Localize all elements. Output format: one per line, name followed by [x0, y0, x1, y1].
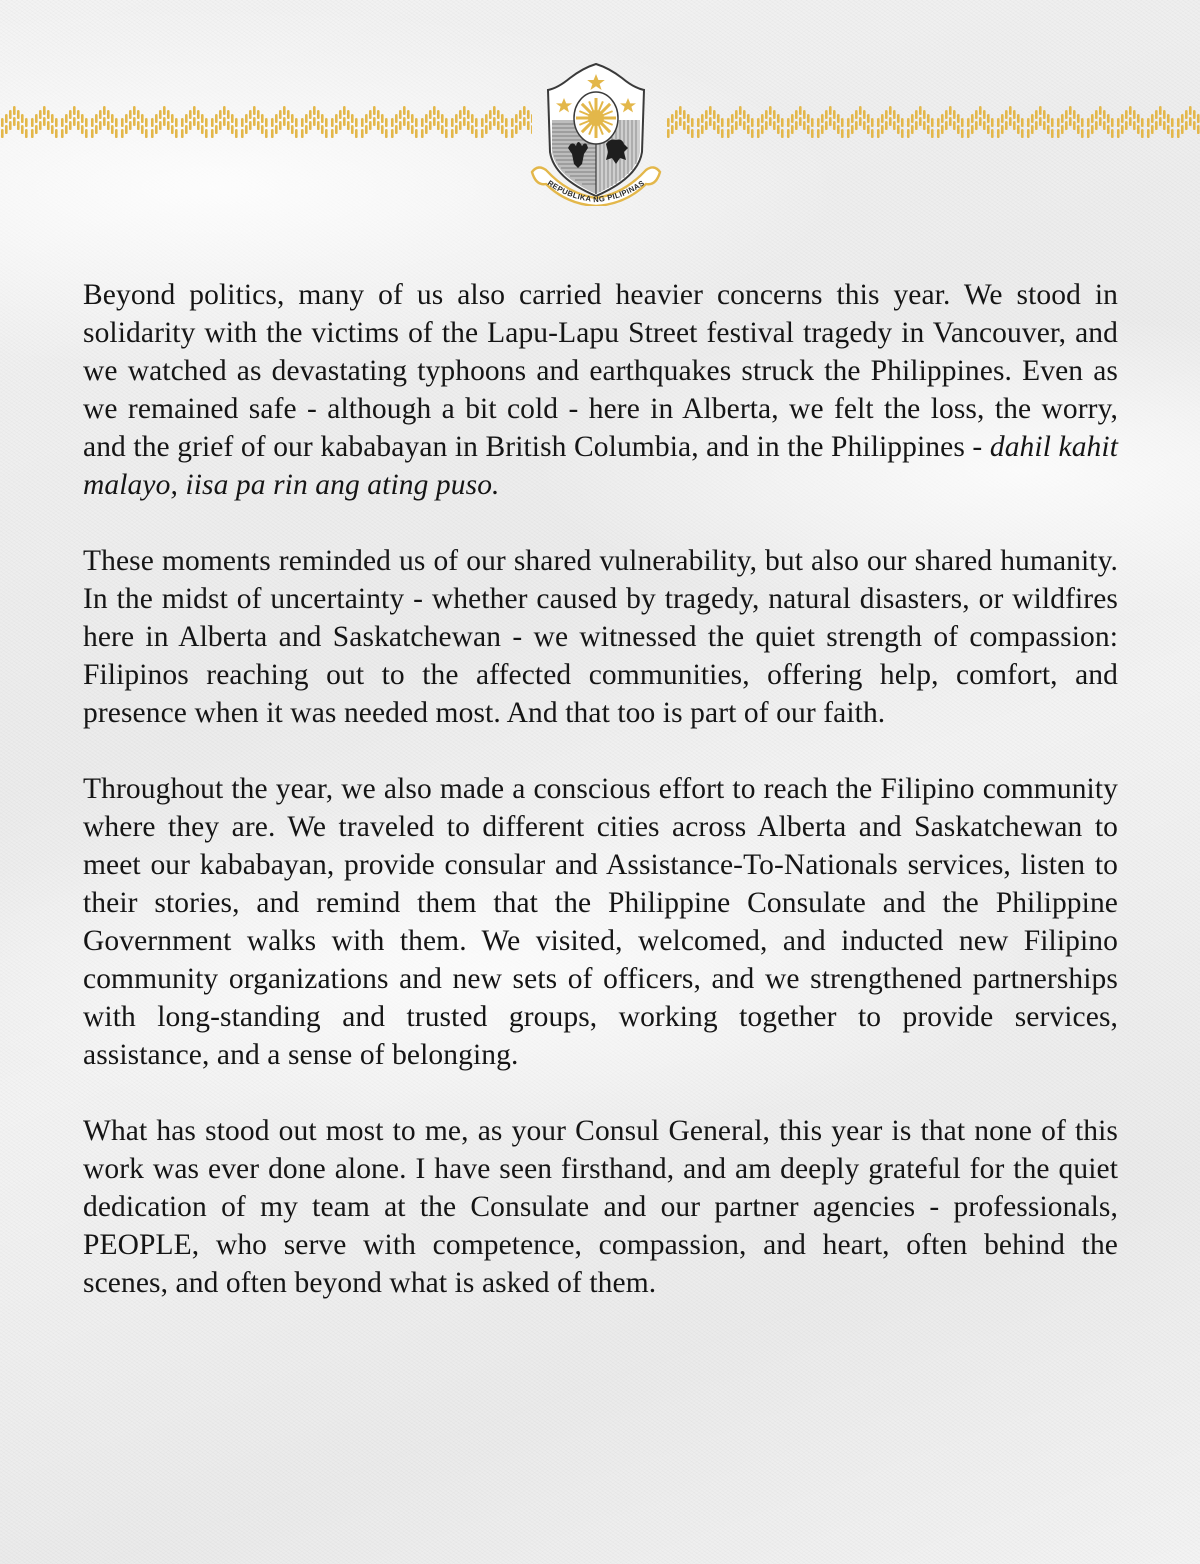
seal-motto-text: REPUBLIKA NG PILIPINAS [545, 178, 647, 205]
paragraph-2: These moments reminded us of our shared vulnerability, but also our shared humanity. In the midst of uncertainty - whether caused by tragedy, natural disasters, or wildfires here in Alberta and Saskatchewan - we witnessed the quiet strength of compassion: Filipinos reaching out to the affected communities, offering help, comfort, and presence when it was needed most. And that too is part of our faith. [83, 545, 1118, 729]
zigzag-pattern-left [0, 98, 532, 142]
philippine-coat-of-arms-icon [528, 60, 664, 206]
gold-zigzag-border-left [0, 98, 532, 142]
letterhead [0, 60, 1200, 220]
paragraph-3: Throughout the year, we also made a conscious effort to reach the Filipino community where they are. We traveled to different cities across Alberta and Saskatchewan to meet our kababayan, provide consular and Assistance-To-Nationals services, listen to their stories, and remind them that the Philippine Consulate and the Philippine Government walks with them. We visited, welcomed, and inducted new Filipino community organizations and new sets of officers, and we strengthened partnerships with long-standing and trusted groups, working together to provide services, assistance, and a sense of belonging. [83, 773, 1118, 1071]
paragraph-1-italic-phrase: dahil kahit malayo, iisa pa rin ang ating puso. [83, 431, 1118, 501]
paragraph-1 [83, 276, 1118, 504]
zigzag-pattern-right [666, 98, 1200, 142]
paragraph-4: What has stood out most to me, as your Consul General, this year is that none of this work was ever done alone. I have seen firsthand, and am deeply grateful for the quiet dedication of my team at the Consulate and our partner agencies - professionals, PEOPLE, who serve with competence, compassion, and heart, often behind the scenes, and often beyond what is asked of them. [83, 1115, 1118, 1299]
paragraph-1-text: Beyond politics, many of us also carried heavier concerns this year. We stood in solidarity with the victims of the Lapu-Lapu Street festival tragedy in Vancouver, and we watched as devastating typhoons and earthquakes struck the Philippines. Even as we remained safe - although a bit cold - here in Alberta, we felt the loss, the worry, and the grief of our kababayan in British Columbia, and in the Philippines - [83, 279, 1118, 463]
gold-zigzag-border-right [666, 98, 1200, 142]
letter-body [83, 276, 1118, 1302]
coat-of-arms-seal [528, 60, 664, 206]
